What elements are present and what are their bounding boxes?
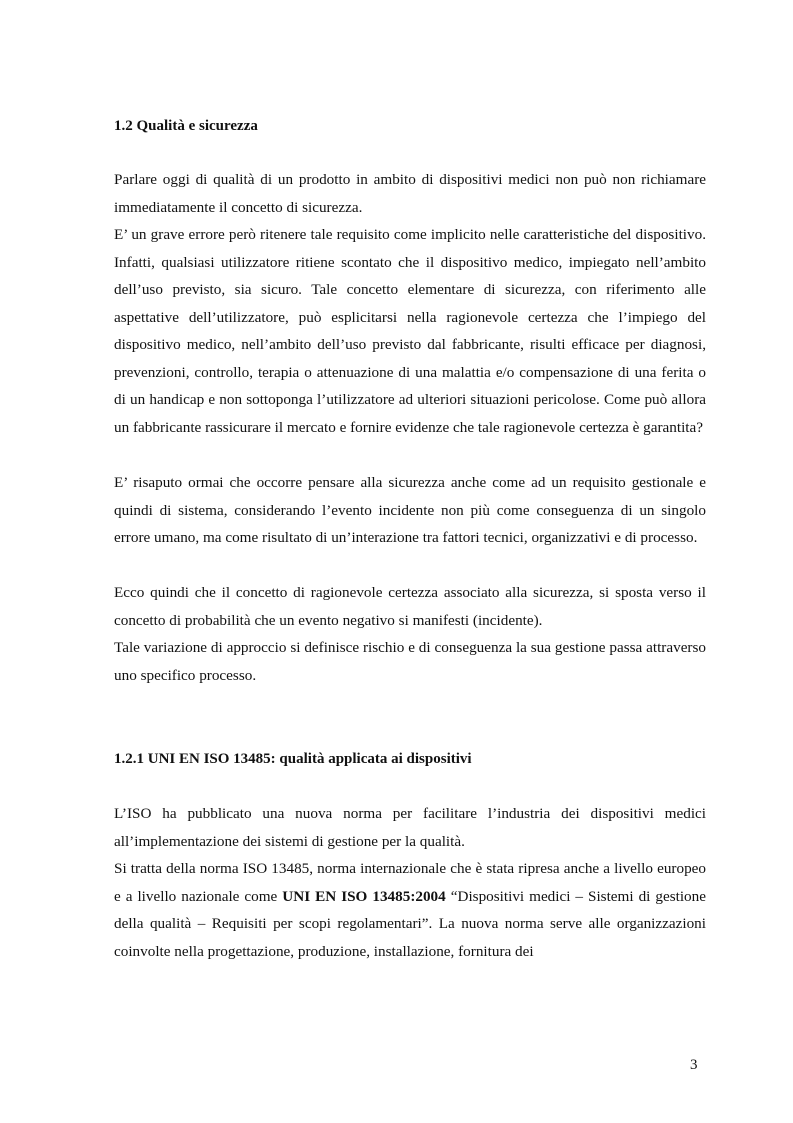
page-number: 3 [690, 1057, 698, 1073]
paragraph-iso-pubblicato: L’ISO ha pubblicato una nuova norma per facilitare l’industria dei dispositivi medici all’implementazione dei sistemi di gestione per la qualità. [114, 805, 706, 850]
norma-code: UNI EN ISO 13485:2004 [282, 887, 446, 905]
paragraph-norma-iso [114, 855, 706, 965]
norma-text-before: Si tratta della norma ISO 13485, norma internazionale che è stata ripresa anche a livello europeo e a livello nazionale come [114, 860, 706, 905]
paragraph-intro: Parlare oggi di qualità di un prodotto in ambito di dispositivi medici non può non richiamare immediatamente il concetto di sicurezza. [114, 171, 706, 216]
paragraph-risaputo: E’ risaputo ormai che occorre pensare alla sicurezza anche come ad un requisito gestionale e quindi di sistema, considerando l’evento incidente non più come conseguenza di un singolo errore umano, ma come risultato di un’interazione tra fattori tecnici, organizzativi e di processo. [114, 474, 706, 546]
section-heading-iso-13485: 1.2.1 UNI EN ISO 13485: qualità applicata ai dispositivi [114, 751, 472, 767]
section-heading-qualita-sicurezza: 1.2 Qualità e sicurezza [114, 118, 258, 134]
paragraph-variazione: Tale variazione di approccio si definisce rischio e di conseguenza la sua gestione passa attraverso uno specifico processo. [114, 639, 706, 684]
paragraph-grave-errore: E’ un grave errore però ritenere tale requisito come implicito nelle caratteristiche del dispositivo. Infatti, qualsiasi utilizzatore ritiene scontato che il dispositivo medico, impiegato nell’ambito dell’uso previsto, sia sicuro. Tale concetto elementare di sicurezza, con riferimento alle aspettative dell’utilizzatore, può esplicitarsi nella ragionevole certezza che l’impiego del dispositivo medico, nell’ambito dell’uso previsto dal fabbricante, risulti efficace per diagnosi, prevenzioni, controllo, terapia o attenuazione di una malattia e/o compensazione di una ferita o di un handicap e non sottoponga l’utilizzatore ad ulteriori situazioni pericolose. Come può allora un fabbricante rassicurare il mercato e fornire evidenze che tale ragionevole certezza è garantita? [114, 226, 706, 436]
paragraph-ecco-quindi: Ecco quindi che il concetto di ragionevole certezza associato alla sicurezza, si sposta verso il concetto di probabilità che un evento negativo si manifesti (incidente). [114, 584, 706, 629]
norma-text-after: “Dispositivi medici – Sistemi di gestione della qualità – Requisiti per scopi regolamentari”. La nuova norma serve alle organizzazioni coinvolte nella progettazione, produzione, installazione, fornitura dei [114, 887, 706, 960]
